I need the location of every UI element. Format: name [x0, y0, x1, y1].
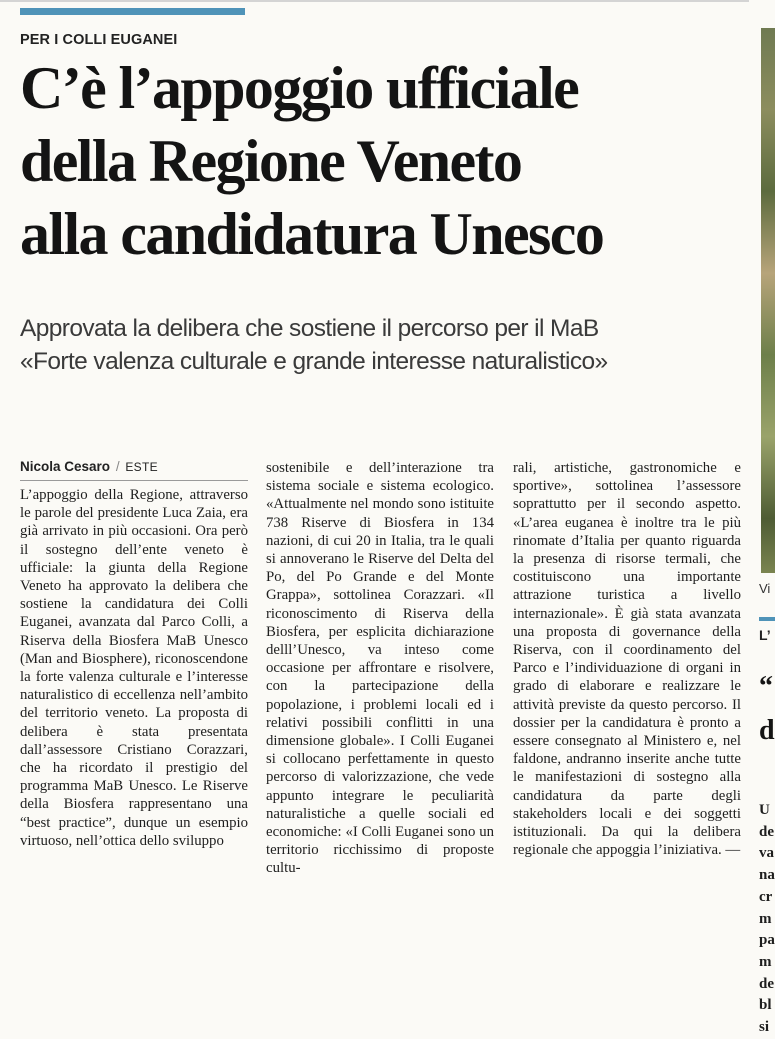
dateline-location: ESTE — [125, 460, 158, 474]
adjacent-body-line: m — [759, 910, 772, 927]
byline-separator: / — [115, 459, 120, 474]
adjacent-accent-bar — [759, 617, 775, 621]
adjacent-body-line: na — [759, 867, 775, 884]
body-column-1 — [20, 486, 248, 986]
adjacent-headline — [759, 665, 775, 753]
body-column-3 — [513, 459, 741, 989]
subhead-line: Approvata la delibera che sostiene il percorso per il MaB — [20, 315, 599, 342]
adjacent-body-line: si — [759, 1019, 770, 1036]
author-name: Nicola Cesaro — [20, 459, 111, 474]
body-column-2 — [266, 459, 494, 989]
adjacent-photo-caption: Vi — [759, 581, 771, 596]
adjacent-body-line: m — [759, 953, 772, 970]
top-rule — [0, 0, 749, 2]
adjacent-body-line: va — [759, 845, 774, 862]
adjacent-headline-line: “ — [759, 671, 773, 702]
headline-line: alla candidatura Unesco — [20, 201, 604, 267]
body-text: L’appoggio della Regione, attraverso le parole del presidente Luca Zaia, era già arrivato in più occasioni. Ora però il sostegno dell’ente veneto è ufficiale: la giunta della Regione Veneto ha approvato la delibera che sostiene la candidatura dei Colli Euganei, avanzata dal Parco Colli, a Riserva della Biosfera MaB Unesco (Man and Biosphere), riconoscendone la forte valenza culturale e l’interesse naturalistico di eccellenza nell’ambito del territorio veneto. La proposta di delibera è stata presentata dall’assessore Cristiano Corazzari, che ha ricordato il prestigio del programma MaB Unesco. Le Riserve della Biosfera rappresentano una “best practice”, dunque un esempio virtuoso, nell’ottica dello sviluppo — [20, 487, 248, 849]
adjacent-body — [759, 800, 775, 1039]
article-kicker: PER I COLLI EUGANEI — [20, 32, 178, 48]
adjacent-body-line: cr — [759, 888, 773, 905]
headline-line: C’è l’appoggio ufficiale — [20, 55, 579, 121]
section-accent-bar — [20, 8, 245, 15]
adjacent-body-line: bl — [759, 997, 772, 1014]
adjacent-body-line: de — [759, 975, 774, 992]
adjacent-body-line: pa — [759, 932, 775, 949]
adjacent-body-line: U — [759, 802, 770, 818]
adjacent-body-line: de — [759, 823, 774, 840]
adjacent-kicker: L’ — [759, 627, 771, 643]
byline-divider — [20, 480, 248, 481]
article-headline — [20, 52, 750, 271]
adjacent-headline-line: d — [759, 715, 775, 746]
article-subheadline — [20, 312, 750, 378]
byline — [20, 459, 158, 474]
adjacent-photo — [761, 28, 775, 573]
headline-line: della Regione Veneto — [20, 128, 522, 194]
body-text: sostenibile e dell’interazione tra sistema sociale e sistema ecologico. «Attualmente nel mondo sono istituite 738 Riserve di Biosfera in 134 nazioni, di cui 20 in Italia, tra le quali si annoverano le Riserve del Delta del Po, del Po Grande e del Monte Grappa», sottolinea Corazzari. «Il riconoscimento di Riserva della Biosfera, per esplicita dichiarazione delll’Unesco, va inteso come occasione per affrontare e risolvere, con la partecipazione della popolazione, i problemi locali ed i relativi possibili conflitti in una dimensione globale». I Colli Euganei si collocano perfettamente in questo percorso di valorizzazione, che vede appunto integrare le peculiarità naturalistiche a quelle sociali ed economiche: «I Colli Euganei sono un territorio ricchissimo di proposte cultu- — [266, 460, 494, 877]
subhead-line: «Forte valenza culturale e grande interesse naturalistico» — [20, 348, 608, 375]
body-text: rali, artistiche, gastronomiche e sportive», sottolinea l’assessore soprattutto per il secondo aspetto. «L’area euganea è inoltre tra le più rinomate d’Italia per quanto riguarda la presenza di risorse termali, che costituiscono una importante attrazione turistica a livello internazionale». È già stata avanzata una proposta di governance della Riserva, con il coordinamento del Parco e l’individuazione di organi in grado di elaborare e realizzare le attività previste da questo percorso. Il dossier per la candidatura è pronto a essere consegnato al Ministero e, nel faldone, andranno inserite anche tutte le manifestazioni di sostegno alla candidatura da parte degli stakeholders locali e dei soggetti istituzionali. Da qui la delibera regionale che appoggia l’iniziativa. — — [513, 460, 741, 859]
